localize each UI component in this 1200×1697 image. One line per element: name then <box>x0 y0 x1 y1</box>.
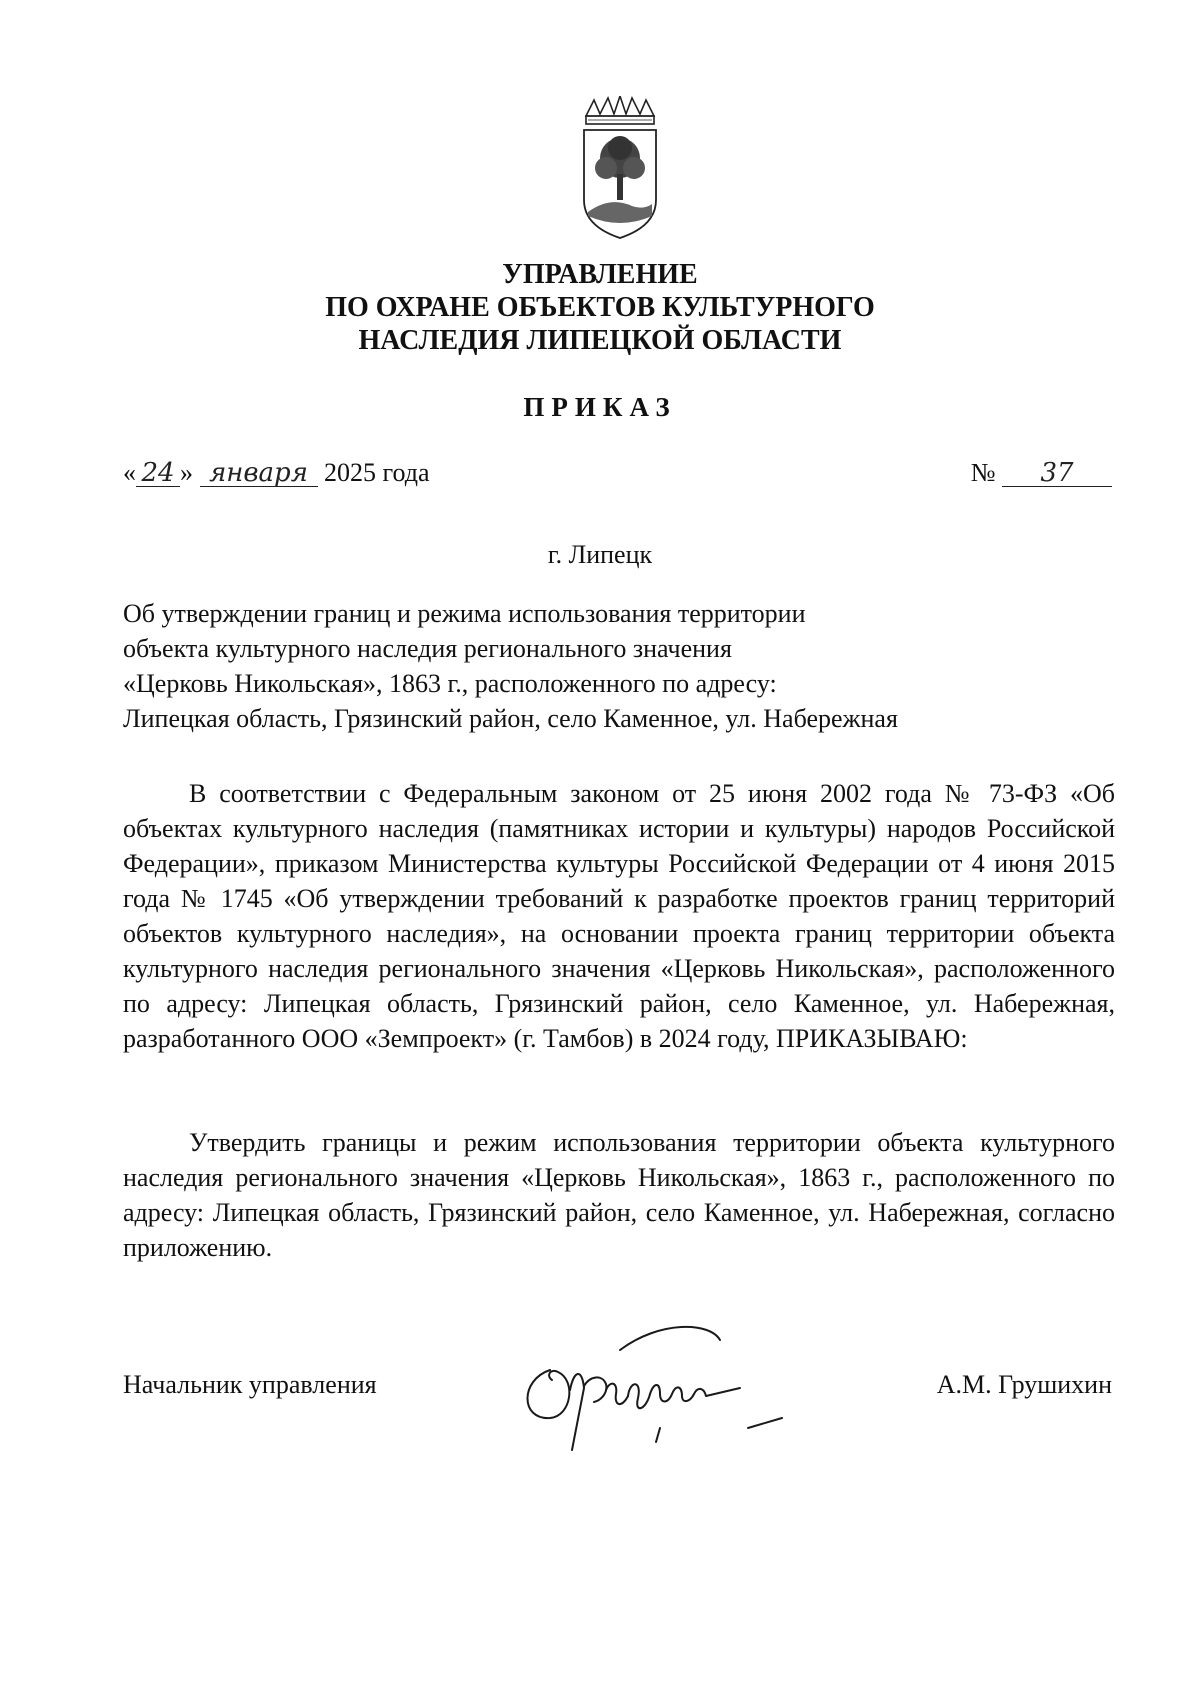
org-line-2: ПО ОХРАНЕ ОБЪЕКТОВ КУЛЬТУРНОГО <box>325 292 875 323</box>
subject-line-3: «Церковь Никольская», 1863 г., расположенного по адресу: <box>123 669 777 698</box>
city: г. Липецк <box>547 540 653 569</box>
order-date <box>123 458 430 488</box>
date-month: января <box>200 460 318 487</box>
number-sign: № <box>970 458 996 487</box>
org-line-3: НАСЛЕДИЯ ЛИПЕЦКОЙ ОБЛАСТИ <box>358 325 842 356</box>
date-open-quote: « <box>123 458 136 487</box>
org-line-1: УПРАВЛЕНИЕ <box>502 259 698 290</box>
date-year: 2025 года <box>324 458 430 487</box>
order-subject <box>123 596 1083 736</box>
body-paragraph-2: Утвердить границы и режим использования территории объекта культурного наследия регионального значения «Церковь Никольская», 1863 г., расположенного по адресу: Липецкая область, Грязинский район, село Каменное, ул. Набережная, согласно приложению. <box>123 1128 1115 1262</box>
subject-line-1: Об утверждении границ и режима использования территории <box>123 599 806 628</box>
body-paragraph-1: В соответствии с Федеральным законом от 25 июня 2002 года № 73-ФЗ «Об объектах культурного наследия (памятниках истории и культуры) народов Российской Федерации», приказом Министерства культуры Российской Федерации от 4 июня 2015 года № 1745 «Об утверждении требований к разработке проектов границ территорий объектов культурного наследия», на основании проекта границ территории объекта культурного наследия регионального значения «Церковь Никольская», расположенного по адресу: Липецкая область, Грязинский район, село Каменное, ул. Набережная, разработанного ООО «Земпроект» (г. Тамбов) в 2024 году, ПРИКАЗЫВАЮ: <box>123 779 1115 1053</box>
subject-line-4: Липецкая область, Грязинский район, село Каменное, ул. Набережная <box>123 704 898 733</box>
document-type: ПРИКАЗ <box>523 392 677 422</box>
subject-line-2: объекта культурного наследия регионального значения <box>123 634 732 663</box>
number-value: 37 <box>1002 460 1112 487</box>
signatory-name: А.М. Грушихин <box>936 1370 1112 1399</box>
order-number <box>971 458 1112 488</box>
organization-name <box>0 258 1200 357</box>
coat-of-arms-icon <box>580 96 660 242</box>
signatory-role: Начальник управления <box>123 1370 377 1399</box>
date-day: 24 <box>136 460 180 487</box>
handwritten-signature-icon <box>510 1310 840 1460</box>
date-close-quote: » <box>180 458 193 487</box>
